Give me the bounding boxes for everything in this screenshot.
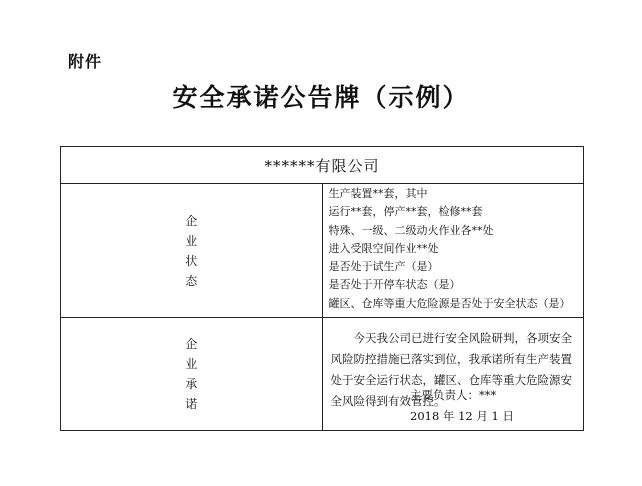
document-title: 安全承诺公告牌（示例） (172, 83, 470, 112)
promise-row (61, 318, 584, 431)
sign-date: 2018 年 12 月 1 日 (410, 409, 514, 423)
status-label-cell (61, 184, 323, 318)
promise-label-cell (61, 318, 323, 431)
promise-content (322, 318, 584, 431)
status-line: 罐区、仓库等重大危险源是否处于安全状态（是） (328, 296, 571, 310)
company-name: ******有限公司 (61, 147, 584, 184)
status-line: 生产装置**套，其中 (328, 187, 428, 200)
promise-label: 企业承诺 (185, 337, 198, 411)
status-content (322, 184, 584, 318)
signature-block (410, 385, 514, 427)
status-line: 运行**套，停产**套，检修**套 (328, 205, 483, 219)
safety-commitment-board (60, 146, 584, 431)
promise-text: 今天我公司已进行安全风险研判，各项安全风险防控措施已落实到位，我承诺所有生产装置处于安全运行状态，罐区、仓库等重大危险源安全风险得到有效管控。 (330, 331, 572, 408)
status-label: 企业状态 (185, 213, 198, 288)
responsible-person: 主要负责人：*** (410, 388, 497, 402)
status-line: 是否处于开停车状态（是） (328, 278, 461, 292)
attachment-label: 附件 (68, 52, 103, 71)
status-row (61, 184, 584, 318)
status-line: 是否处于试生产（是） (328, 260, 439, 274)
status-line: 特殊、一级、二级动火作业各**处 (328, 223, 494, 237)
status-line: 进入受限空间作业**处 (328, 241, 439, 255)
company-row (61, 147, 584, 184)
